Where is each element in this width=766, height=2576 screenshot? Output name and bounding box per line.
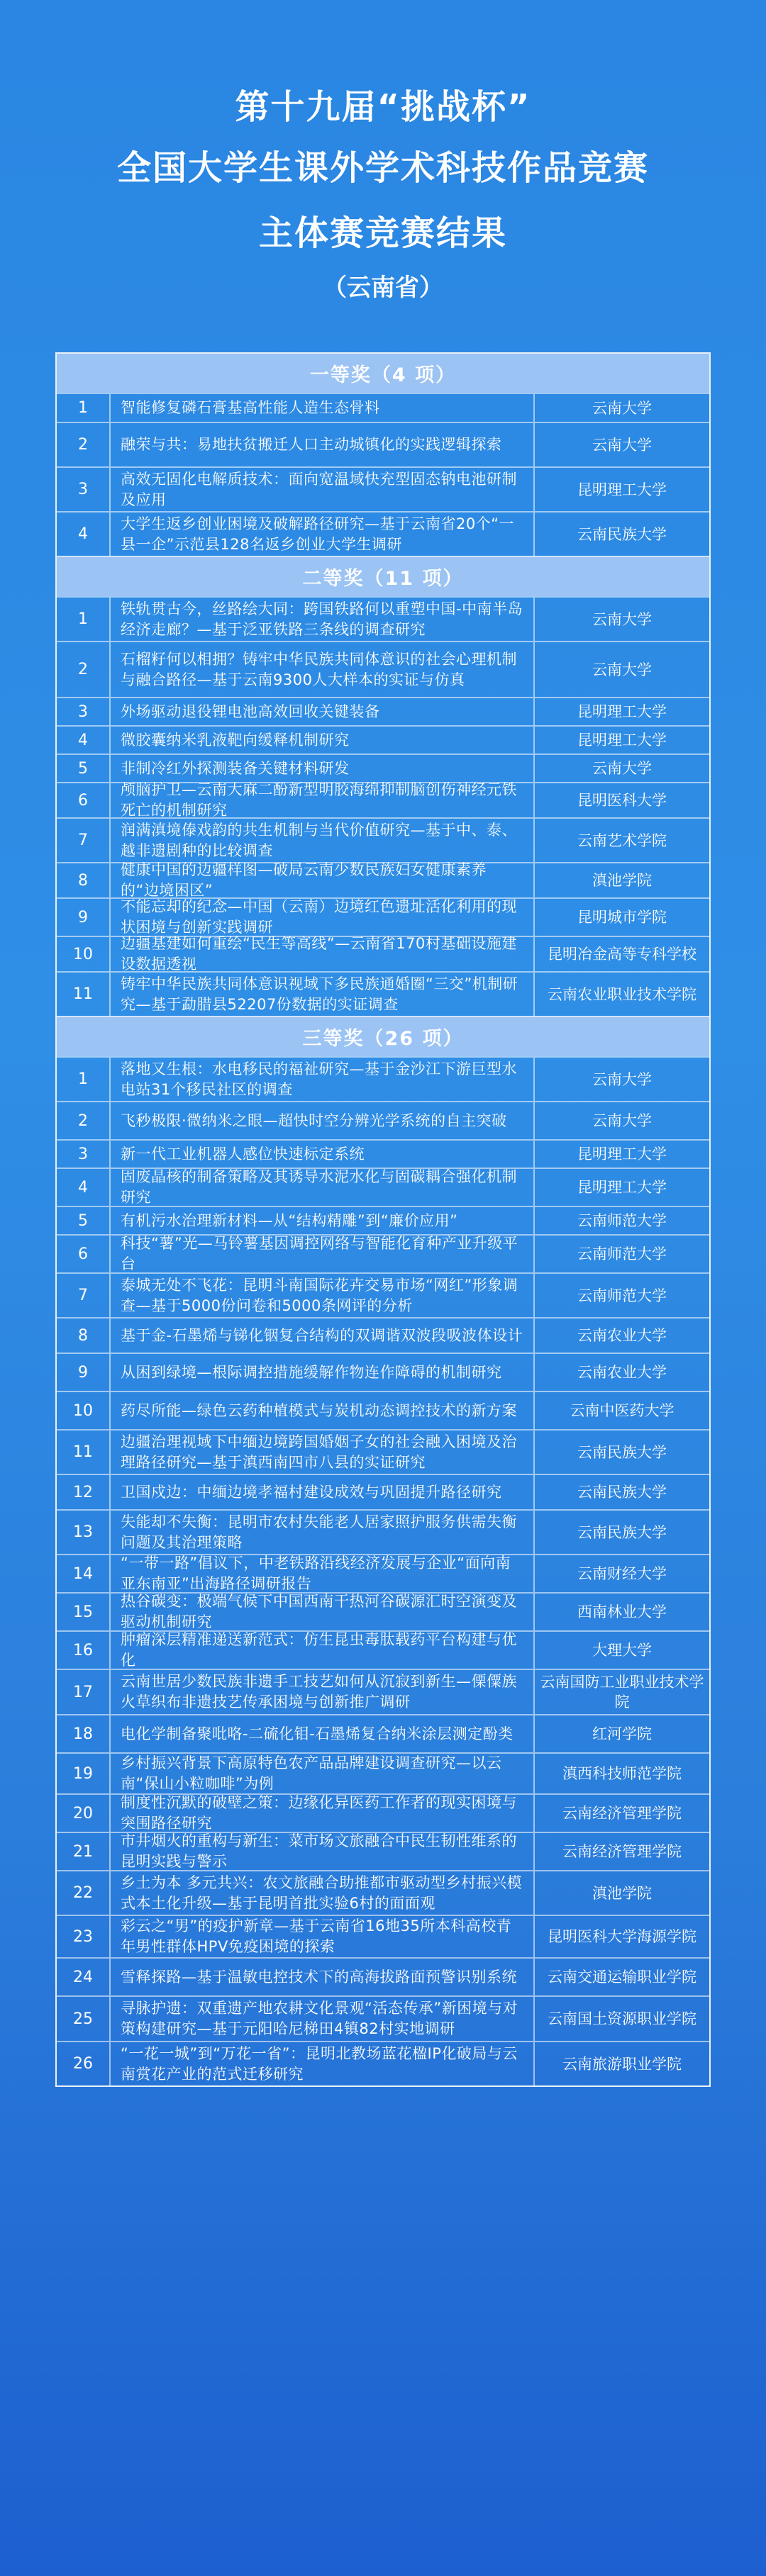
table-row [57, 1554, 709, 1592]
school-name: 昆明医科大学海源学院 [548, 1928, 696, 1945]
school-name: 大理大学 [592, 1642, 652, 1659]
results-table [55, 352, 711, 2087]
row-number: 3 [57, 698, 111, 725]
row-number: 18 [57, 1715, 111, 1752]
table-row [57, 817, 709, 862]
school-name: 云南交通运输职业学院 [548, 1969, 696, 1986]
table-row [57, 971, 709, 1016]
table-row [57, 1317, 709, 1353]
table-row [57, 1957, 709, 1995]
project-title: 智能修复磷石膏基高性能人造生态骨料 [111, 394, 535, 422]
table-row [57, 1429, 709, 1474]
table-row [57, 2041, 709, 2085]
table-row [57, 1915, 709, 1957]
title-line-3: 主体赛竞赛结果 [258, 213, 507, 253]
project-title: 泰城无处不飞花：昆明斗南国际花卉交易市场“网红”形象调查—基于5000份问卷和5000条网评的分析 [111, 1274, 535, 1317]
row-number: 6 [57, 783, 111, 817]
school-name: 云南民族大学 [577, 525, 667, 543]
project-title: 落地又生根：水电移民的福祉研究—基于金沙江下游巨型水电站31个移民社区的调查 [111, 1058, 535, 1101]
school-name: 滇池学院 [592, 1884, 652, 1902]
project-title: 基于金-石墨烯与锑化铟复合结构的双调谐双波段吸波体设计 [111, 1318, 535, 1353]
table-row [57, 782, 709, 817]
school-name: 云南中医药大学 [570, 1402, 675, 1419]
school-name: 云南大学 [592, 1070, 652, 1088]
row-number: 1 [57, 394, 111, 422]
table-row [57, 1630, 709, 1669]
table-row [57, 1669, 709, 1714]
section-heading: 三等奖（26 项） [57, 1016, 709, 1056]
row-number: 15 [57, 1594, 111, 1630]
school-name: 昆明理工大学 [577, 1146, 667, 1163]
row-number: 3 [57, 1141, 111, 1167]
title-line-2: 全国大学生课外学术科技作品竞赛 [116, 148, 649, 188]
province-label: （云南省） [323, 274, 443, 302]
project-title: 卫国戍边：中缅边境孝福村建设成效与巩固提升路径研究 [111, 1475, 535, 1509]
school-name: 云南财经大学 [577, 1565, 667, 1582]
school-name: 红河学院 [592, 1725, 652, 1742]
row-number: 1 [57, 1058, 111, 1101]
school-name: 云南民族大学 [577, 1443, 667, 1461]
table-row [57, 1206, 709, 1234]
project-title: 寻脉护遗：双重遗产地农耕文化景观“活态传承”新困境与对策构建研究—基于元阳哈尼梯田4镇82村实地调研 [111, 1997, 535, 2041]
project-title: 边疆基建如何重绘“民生等高线”—云南省170村基础设施建设数据透视 [111, 937, 535, 971]
project-title: 铁轨贯古今，丝路绘大同：跨国铁路何以重塑中国-中南半岛经济走廊？—基于泛亚铁路三条线的调查研究 [111, 598, 535, 641]
school-name: 昆明医科大学 [577, 792, 667, 809]
table-row [57, 1793, 709, 1832]
project-title: 颅脑护卫—云南大麻二酚新型明胶海绵抑制脑创伤神经元铁死亡的机制研究 [111, 783, 535, 817]
row-number: 10 [57, 1392, 111, 1429]
row-number: 5 [57, 1207, 111, 1234]
project-title: 有机污水治理新材料—从“结构精雕”到“廉价应用” [111, 1207, 535, 1234]
school-name: 昆明冶金高等专科学校 [548, 946, 696, 963]
table-row [57, 862, 709, 897]
row-number: 2 [57, 1102, 111, 1139]
table-row [57, 393, 709, 422]
row-number: 8 [57, 863, 111, 897]
table-row [57, 1509, 709, 1554]
project-title: 固废晶核的制备策略及其诱导水泥水化与固碳耦合强化机制研究 [111, 1169, 535, 1206]
row-number: 8 [57, 1318, 111, 1353]
table-row [57, 725, 709, 754]
table-row [57, 754, 709, 782]
school-name: 云南民族大学 [577, 1484, 667, 1501]
table-row [57, 1474, 709, 1509]
project-title: 融荣与共：易地扶贫搬迁人口主动城镇化的实践逻辑探索 [111, 423, 535, 466]
row-number: 14 [57, 1555, 111, 1592]
row-number: 2 [57, 642, 111, 697]
project-title: 彩云之“男”的疫护新章—基于云南省16地35所本科高校青年男性群体HPV免疫困境的探索 [111, 1916, 535, 1957]
school-name: 云南经济管理学院 [562, 1843, 682, 1860]
row-number: 25 [57, 1997, 111, 2041]
table-row [57, 1139, 709, 1167]
project-title: 新一代工业机器人感位快速标定系统 [111, 1141, 535, 1167]
section-heading: 一等奖（4 项） [57, 354, 709, 393]
project-title: “一花一城”到“万花一省”：昆明北教场蓝花楹IP化破局与云南赏花产业的范式迁移研究 [111, 2042, 535, 2085]
section-heading: 二等奖（11 项） [57, 556, 709, 596]
project-title: 非制冷红外探测装备关键材料研发 [111, 755, 535, 782]
project-title: 乡土为本 多元共兴：农文旅融合助推都市驱动型乡村振兴模式本土化升级—基于昆明首批实验6村的面面观 [111, 1871, 535, 1915]
table-row [57, 1592, 709, 1630]
row-number: 7 [57, 819, 111, 862]
table-row [57, 422, 709, 466]
project-title: 不能忘却的纪念—中国（云南）边境红色遗址活化利用的现状困境与创新实践调研 [111, 899, 535, 936]
row-number: 24 [57, 1959, 111, 1995]
row-number: 11 [57, 1430, 111, 1474]
project-title: 高效无固化电解质技术：面向宽温域快充型固态钠电池研制及应用 [111, 468, 535, 511]
school-name: 云南大学 [592, 399, 652, 417]
school-name: 云南民族大学 [577, 1523, 667, 1541]
row-number: 10 [57, 937, 111, 971]
row-number: 4 [57, 513, 111, 556]
row-number: 5 [57, 755, 111, 782]
school-name: 滇西科技师范学院 [562, 1765, 682, 1782]
row-number: 3 [57, 468, 111, 511]
project-title: 飞秒极限·微纳米之眼—超快时空分辨光学系统的自主突破 [111, 1102, 535, 1139]
table-row [57, 1167, 709, 1206]
table-row [57, 1272, 709, 1317]
table-row [57, 936, 709, 971]
school-name: 云南农业大学 [577, 1364, 667, 1381]
table-row [57, 1056, 709, 1101]
table-row [57, 1234, 709, 1272]
table-row [57, 897, 709, 936]
school-name: 昆明理工大学 [577, 732, 667, 749]
table-row [57, 1714, 709, 1752]
school-name: 云南国防工业职业技术学院 [540, 1674, 704, 1710]
row-number: 22 [57, 1871, 111, 1915]
row-number: 4 [57, 1169, 111, 1206]
table-row [57, 697, 709, 725]
table-row [57, 1353, 709, 1391]
project-title: 润满滇境傣戏韵的共生机制与当代价值研究—基于中、泰、越非遗剧种的比较调查 [111, 819, 535, 862]
row-number: 23 [57, 1916, 111, 1957]
school-name: 云南大学 [592, 610, 652, 628]
school-name: 西南林业大学 [577, 1603, 667, 1620]
project-title: 从困到绿境—根际调控措施缓解作物连作障碍的机制研究 [111, 1354, 535, 1391]
project-title: 科技“薯”光—马铃薯基因调控网络与智能化育种产业升级平台 [111, 1236, 535, 1272]
project-title: 热谷碳变：极端气候下中国西南干热河谷碳源汇时空演变及驱动机制研究 [111, 1594, 535, 1630]
table-row [57, 1101, 709, 1139]
project-title: 肿瘤深层精准递送新范式：仿生昆虫毒肽载药平台构建与优化 [111, 1632, 535, 1669]
school-name: 昆明理工大学 [577, 481, 667, 498]
project-title: “一带一路”倡议下，中老铁路沿线经济发展与企业“面向南亚东南亚”出海路径调研报告 [111, 1555, 535, 1592]
project-title: 外场驱动退役锂电池高效回收关键装备 [111, 698, 535, 725]
school-name: 云南农业大学 [577, 1327, 667, 1344]
school-name: 云南师范大学 [577, 1245, 667, 1262]
school-name: 昆明理工大学 [577, 1179, 667, 1196]
school-name: 云南经济管理学院 [562, 1805, 682, 1822]
school-name: 滇池学院 [592, 872, 652, 889]
school-name: 云南旅游职业学院 [562, 2055, 682, 2073]
row-number: 19 [57, 1754, 111, 1793]
project-title: 雪释探路—基于温敏电控技术下的高海拔路面预警识别系统 [111, 1959, 535, 1995]
school-name: 云南国土资源职业学院 [548, 2010, 696, 2027]
project-title: 健康中国的边疆样图—破局云南少数民族妇女健康素养的“边境困区” [111, 863, 535, 897]
row-number: 12 [57, 1475, 111, 1509]
school-name: 云南大学 [592, 1112, 652, 1129]
table-row [57, 1752, 709, 1793]
school-name: 云南大学 [592, 436, 652, 454]
project-title: 失能却不失衡：昆明市农村失能老人居家照护服务供需失衡问题及其治理策略 [111, 1511, 535, 1554]
project-title: 大学生返乡创业困境及破解路径研究—基于云南省20个“一县一企”示范县128名返乡创业大学生调研 [111, 513, 535, 556]
table-row [57, 641, 709, 697]
row-number: 16 [57, 1632, 111, 1669]
table-row [57, 466, 709, 511]
school-name: 云南大学 [592, 661, 652, 678]
row-number: 4 [57, 727, 111, 754]
table-row [57, 1995, 709, 2041]
project-title: 微胶囊纳米乳液靶向缓释机制研究 [111, 727, 535, 754]
school-name: 云南师范大学 [577, 1287, 667, 1304]
project-title: 铸牢中华民族共同体意识视域下多民族通婚圈“三交”机制研究—基于勐腊县52207份数据的实证调查 [111, 973, 535, 1016]
row-number: 11 [57, 973, 111, 1016]
row-number: 20 [57, 1795, 111, 1832]
project-title: 药尽所能—绿色云药种植模式与炭机动态调控技术的新方案 [111, 1392, 535, 1429]
table-row [57, 1832, 709, 1870]
row-number: 21 [57, 1833, 111, 1870]
row-number: 6 [57, 1236, 111, 1272]
table-row [57, 596, 709, 641]
table-row [57, 511, 709, 556]
row-number: 17 [57, 1670, 111, 1714]
project-title: 制度性沉默的破壁之策：边缘化异医药工作者的现实困境与突围路径研究 [111, 1795, 535, 1832]
project-title: 电化学制备聚吡咯-二硫化钼-石墨烯复合纳米涂层测定酚类 [111, 1715, 535, 1752]
school-name: 云南艺术学院 [577, 831, 667, 849]
school-name: 云南农业职业技术学院 [548, 985, 696, 1003]
row-number: 13 [57, 1511, 111, 1554]
row-number: 2 [57, 423, 111, 466]
row-number: 9 [57, 1354, 111, 1391]
school-name: 昆明城市学院 [577, 909, 667, 926]
project-title: 石榴籽何以相拥？铸牢中华民族共同体意识的社会心理机制与融合路径—基于云南9300人大样本的实证与仿真 [111, 642, 535, 697]
row-number: 9 [57, 899, 111, 936]
project-title: 乡村振兴背景下高原特色农产品品牌建设调查研究—以云南“保山小粒咖啡”为例 [111, 1754, 535, 1793]
project-title: 市井烟火的重构与新生：菜市场文旅融合中民生韧性维系的昆明实践与警示 [111, 1833, 535, 1870]
row-number: 1 [57, 598, 111, 641]
table-row [57, 1391, 709, 1429]
title-line-1: 第十九届“挑战杯” [235, 87, 531, 127]
row-number: 7 [57, 1274, 111, 1317]
project-title: 边疆治理视域下中缅边境跨国婚姻子女的社会融入困境及治理路径研究—基于滇西南四市八县的实证研究 [111, 1430, 535, 1474]
project-title: 云南世居少数民族非遗手工技艺如何从沉寂到新生—傈僳族火草织布非遗技艺传承困境与创新推广调研 [111, 1670, 535, 1714]
school-name: 云南大学 [592, 760, 652, 777]
row-number: 26 [57, 2042, 111, 2085]
table-row [57, 1870, 709, 1915]
school-name: 昆明理工大学 [577, 703, 667, 720]
school-name: 云南师范大学 [577, 1212, 667, 1229]
